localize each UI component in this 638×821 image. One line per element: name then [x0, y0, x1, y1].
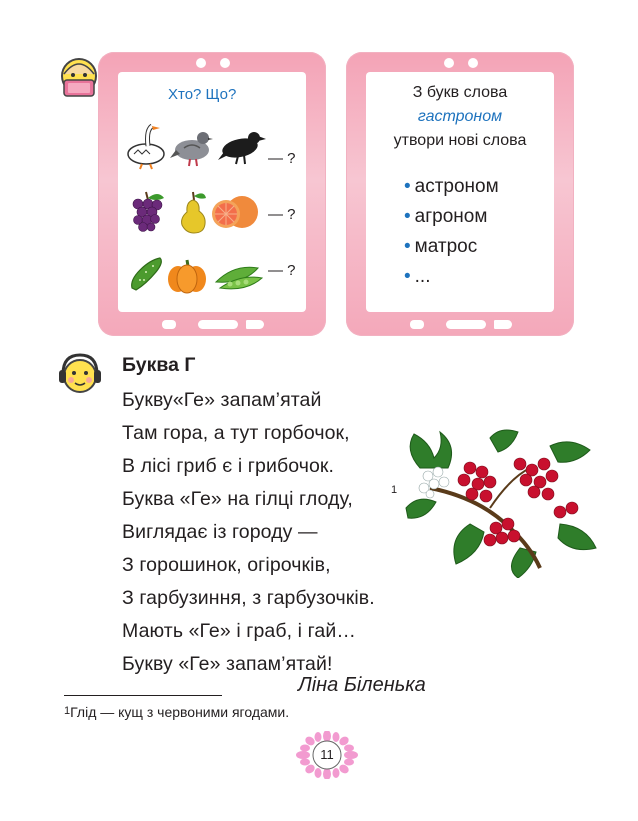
poem-line: З гарбузиння, з гарбузочків. — [122, 587, 375, 609]
bullet-dot: • — [404, 266, 411, 287]
footnote — [64, 704, 289, 720]
row-answer-label: — ? — [268, 262, 296, 279]
headphones-listening-icon — [58, 352, 102, 401]
grapefruit-icon — [210, 194, 260, 235]
tablet-camera — [220, 58, 230, 68]
pear-icon — [178, 190, 208, 239]
poem-title: Буква Г — [122, 354, 196, 376]
peas-icon — [214, 262, 264, 297]
list-item — [404, 176, 499, 198]
answer-word: астроном — [414, 176, 499, 197]
poem-line: З горошинок, огірочків, — [122, 554, 331, 576]
hawthorn-branch-illustration — [400, 428, 600, 583]
answer-word: матрос — [414, 236, 478, 257]
pumpkin-icon — [166, 256, 208, 299]
tablet-button — [246, 320, 264, 329]
poem-line: В лісі гриб є і грибочок. — [122, 455, 335, 477]
poem-line: Мають «Ге» і граб, і гай… — [122, 620, 356, 642]
tablet-button — [198, 320, 238, 329]
tablet-screen — [366, 72, 554, 312]
tablet-button — [162, 320, 176, 329]
tablet-screen — [118, 72, 306, 312]
poem-line: Буква «Ге» на гілці глоду, — [122, 488, 353, 510]
pigeon-icon — [170, 126, 214, 173]
bullet-dot: • — [404, 206, 411, 227]
row-answer-label: — ? — [268, 206, 296, 223]
footnote-mark: 1 — [391, 484, 398, 496]
cucumber-icon — [126, 254, 166, 299]
tablet-frame-word-game — [346, 52, 574, 336]
poem-line: Букву«Ге» запам’ятай — [122, 389, 322, 411]
poem-line: Букву «Ге» запам’ятай! — [122, 653, 333, 675]
footnote-divider — [64, 695, 222, 696]
tablet-button — [410, 320, 424, 329]
bullet-dot: • — [404, 176, 411, 197]
page-number: 11 — [320, 747, 334, 762]
grapes-icon — [128, 190, 166, 239]
tablet-camera — [444, 58, 454, 68]
tablet-button — [446, 320, 486, 329]
list-item — [404, 236, 477, 258]
tablet-frame-who-what — [98, 52, 326, 336]
list-item — [404, 206, 487, 228]
row-answer-label: — ? — [268, 150, 296, 167]
source-word: гастроном — [417, 108, 503, 125]
list-item — [404, 266, 431, 288]
task-instruction-line: утвори нові слова — [393, 132, 527, 149]
task-heading: Хто? Що? — [168, 86, 237, 103]
poem-line: Виглядає із городу — — [122, 521, 318, 543]
footnote-text: Глід — кущ з червоними ягодами. — [70, 704, 290, 720]
answer-word: агроном — [414, 206, 488, 227]
poem-author: Ліна Біленька — [298, 674, 426, 696]
tablet-camera — [468, 58, 478, 68]
child-reading-icon — [58, 56, 100, 102]
poem-line: Там гора, а тут горбочок, — [122, 422, 350, 444]
page-number-badge — [295, 731, 359, 779]
crow-icon — [218, 124, 266, 171]
bullet-dot: • — [404, 236, 411, 257]
tablet-button — [494, 320, 512, 329]
answer-word: ... — [414, 266, 431, 287]
footnote-mark: 1 — [64, 705, 71, 717]
task-instruction-line: З букв слова — [412, 84, 508, 101]
tablet-camera — [196, 58, 206, 68]
goose-icon — [122, 120, 168, 175]
